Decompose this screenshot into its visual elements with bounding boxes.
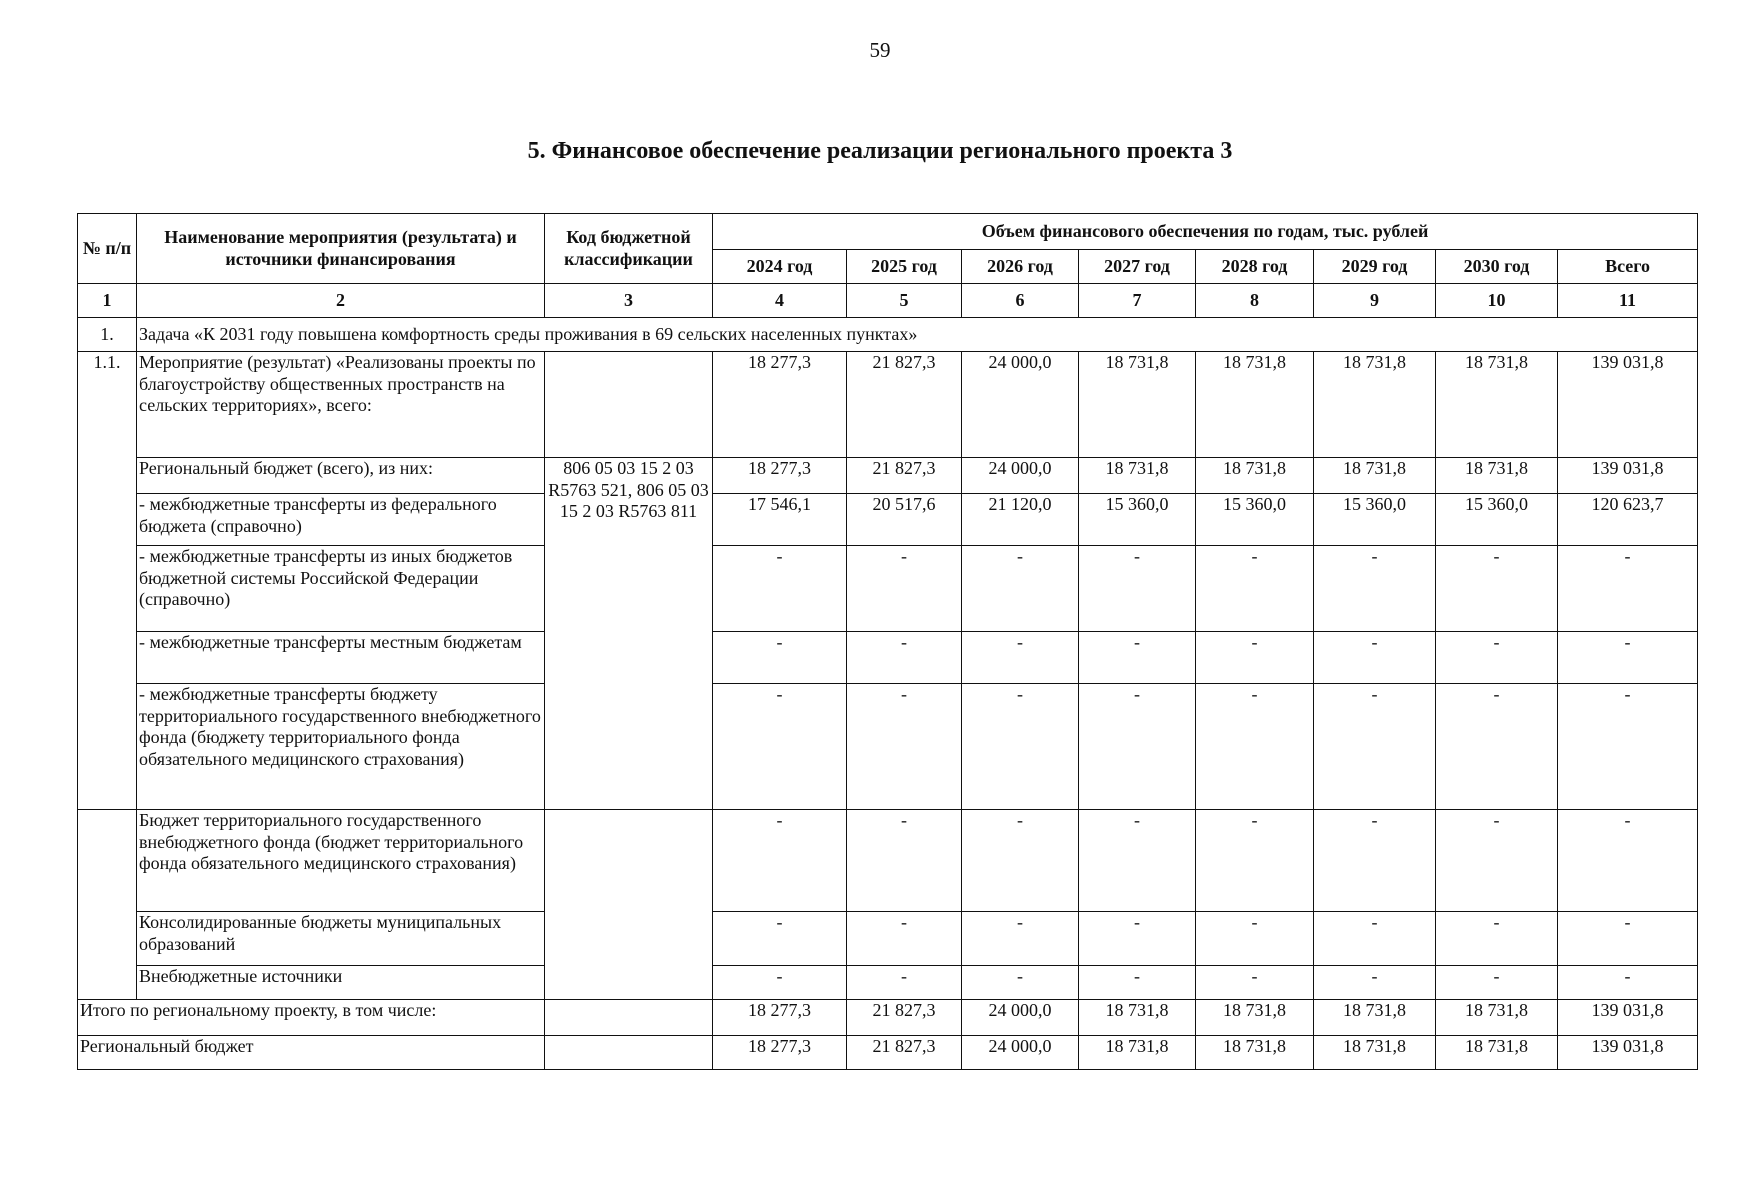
header-year: 2029 год [1314, 250, 1436, 284]
value-cell: 18 731,8 [1079, 458, 1196, 494]
value-cell: - [1436, 546, 1558, 632]
value-cell: 139 031,8 [1558, 458, 1698, 494]
row-name: Внебюджетные источники [137, 966, 545, 1000]
header-name: Наименование мероприятия (результата) и источники финансирования [137, 214, 545, 284]
value-cell: - [713, 810, 847, 912]
value-cell: - [962, 966, 1079, 1000]
value-cell: 15 360,0 [1196, 494, 1314, 546]
value-cell: 18 731,8 [1314, 1000, 1436, 1036]
value-cell: - [1314, 810, 1436, 912]
value-cell: - [962, 912, 1079, 966]
value-cell: 15 360,0 [1314, 494, 1436, 546]
value-cell: 20 517,6 [847, 494, 962, 546]
financing-table [77, 213, 1698, 1070]
code-cell-empty [545, 810, 713, 1000]
column-number: 10 [1436, 284, 1558, 318]
value-cell: 139 031,8 [1558, 1036, 1698, 1070]
code-cell-empty [545, 1036, 713, 1070]
measure-number: 1.1. [78, 352, 137, 810]
value-cell: - [1558, 966, 1698, 1000]
value-cell: 18 277,3 [713, 1000, 847, 1036]
value-cell: - [713, 546, 847, 632]
column-number: 6 [962, 284, 1079, 318]
value-cell: - [1196, 966, 1314, 1000]
value-cell: 21 827,3 [847, 1036, 962, 1070]
value-cell: 24 000,0 [962, 1036, 1079, 1070]
value-cell: 15 360,0 [1079, 494, 1196, 546]
column-number: 3 [545, 284, 713, 318]
value-cell: - [847, 632, 962, 684]
value-cell: - [1079, 684, 1196, 810]
value-cell: - [1079, 966, 1196, 1000]
row-name: Мероприятие (результат) «Реализованы проекты по благоустройству общественных пространств на сельских территориях», всего: [137, 352, 545, 458]
value-cell: - [1558, 684, 1698, 810]
value-cell: - [962, 632, 1079, 684]
value-cell: 18 731,8 [1436, 352, 1558, 458]
column-number: 4 [713, 284, 847, 318]
value-cell: - [713, 912, 847, 966]
total-name: Региональный бюджет [78, 1036, 545, 1070]
value-cell: - [1196, 684, 1314, 810]
column-number: 1 [78, 284, 137, 318]
value-cell: - [713, 684, 847, 810]
value-cell: - [1196, 912, 1314, 966]
task-number: 1. [78, 318, 137, 352]
value-cell: - [962, 546, 1079, 632]
value-cell: 139 031,8 [1558, 352, 1698, 458]
value-cell: 21 827,3 [847, 1000, 962, 1036]
total-row [78, 1000, 1698, 1036]
value-cell: - [1314, 966, 1436, 1000]
value-cell: - [1436, 632, 1558, 684]
value-cell: - [1436, 966, 1558, 1000]
value-cell: - [1196, 632, 1314, 684]
value-cell: - [962, 810, 1079, 912]
header-year: 2030 год [1436, 250, 1558, 284]
code-cell-empty [545, 1000, 713, 1036]
value-cell: 18 731,8 [1196, 1036, 1314, 1070]
value-cell: 21 120,0 [962, 494, 1079, 546]
column-number: 2 [137, 284, 545, 318]
value-cell: - [1196, 546, 1314, 632]
column-number: 9 [1314, 284, 1436, 318]
header-number: № п/п [78, 214, 137, 284]
value-cell: 18 731,8 [1314, 1036, 1436, 1070]
value-cell: 24 000,0 [962, 1000, 1079, 1036]
header-year: 2027 год [1079, 250, 1196, 284]
task-row [78, 318, 1698, 352]
value-cell: 18 731,8 [1079, 1000, 1196, 1036]
value-cell: - [713, 632, 847, 684]
value-cell: 21 827,3 [847, 352, 962, 458]
value-cell: - [847, 912, 962, 966]
value-cell: - [1558, 546, 1698, 632]
value-cell: - [847, 810, 962, 912]
column-number: 5 [847, 284, 962, 318]
value-cell: 120 623,7 [1558, 494, 1698, 546]
row-name: Консолидированные бюджеты муниципальных образований [137, 912, 545, 966]
total-row [78, 1036, 1698, 1070]
header-year: 2025 год [847, 250, 962, 284]
value-cell: 21 827,3 [847, 458, 962, 494]
value-cell: - [1436, 684, 1558, 810]
value-cell: - [1314, 546, 1436, 632]
header-year: 2026 год [962, 250, 1079, 284]
table-row [78, 546, 1698, 632]
value-cell: 18 731,8 [1079, 1036, 1196, 1070]
task-text: Задача «К 2031 году повышена комфортность среды проживания в 69 сельских населенных пунктах» [137, 318, 1698, 352]
header-volume: Объем финансового обеспечения по годам, тыс. рублей [713, 214, 1698, 250]
table-row [78, 352, 1698, 458]
row-name: - межбюджетные трансферты местным бюджетам [137, 632, 545, 684]
column-number: 7 [1079, 284, 1196, 318]
row-name: - межбюджетные трансферты из иных бюджетов бюджетной системы Российской Федерации (справочно) [137, 546, 545, 632]
value-cell: - [847, 546, 962, 632]
value-cell: - [1314, 912, 1436, 966]
row-name: - межбюджетные трансферты из федерального бюджета (справочно) [137, 494, 545, 546]
header-total: Всего [1558, 250, 1698, 284]
value-cell: - [847, 684, 962, 810]
value-cell: - [1558, 912, 1698, 966]
value-cell: 18 731,8 [1436, 1036, 1558, 1070]
column-number-row [78, 284, 1698, 318]
value-cell: - [1079, 810, 1196, 912]
table-row [78, 494, 1698, 546]
page-number: 59 [869, 38, 891, 62]
column-number: 11 [1558, 284, 1698, 318]
total-name: Итого по региональному проекту, в том числе: [78, 1000, 545, 1036]
header-year: 2024 год [713, 250, 847, 284]
code-cell-empty [545, 352, 713, 458]
table-row [78, 632, 1698, 684]
value-cell: - [1558, 810, 1698, 912]
value-cell: 15 360,0 [1436, 494, 1558, 546]
value-cell: 18 731,8 [1196, 458, 1314, 494]
row-name: Бюджет территориального государственного внебюджетного фонда (бюджет территориального фонда обязательного медицинского страхования) [137, 810, 545, 912]
value-cell: - [847, 966, 962, 1000]
value-cell: - [713, 966, 847, 1000]
value-cell: - [1558, 632, 1698, 684]
value-cell: - [1079, 546, 1196, 632]
value-cell: - [1436, 912, 1558, 966]
value-cell: 139 031,8 [1558, 1000, 1698, 1036]
row-name: - межбюджетные трансферты бюджету территориального государственного внебюджетного фонда (бюджету территориального фонда обязательного медицинского страхования) [137, 684, 545, 810]
value-cell: - [1196, 810, 1314, 912]
value-cell: 18 277,3 [713, 458, 847, 494]
value-cell: 18 731,8 [1436, 1000, 1558, 1036]
value-cell: - [962, 684, 1079, 810]
value-cell: 24 000,0 [962, 458, 1079, 494]
value-cell: - [1314, 632, 1436, 684]
value-cell: 18 277,3 [713, 1036, 847, 1070]
table-row [78, 810, 1698, 912]
value-cell: - [1436, 810, 1558, 912]
header-year: 2028 год [1196, 250, 1314, 284]
value-cell: - [1314, 684, 1436, 810]
value-cell: 18 731,8 [1436, 458, 1558, 494]
value-cell: - [1079, 632, 1196, 684]
value-cell: - [1079, 912, 1196, 966]
column-number: 8 [1196, 284, 1314, 318]
value-cell: 18 731,8 [1196, 1000, 1314, 1036]
value-cell: 18 731,8 [1079, 352, 1196, 458]
header-code: Код бюджетной классификации [545, 214, 713, 284]
value-cell: 18 731,8 [1196, 352, 1314, 458]
table-row [78, 684, 1698, 810]
row-name: Региональный бюджет (всего), из них: [137, 458, 545, 494]
table-row [78, 458, 1698, 494]
budget-code: 806 05 03 15 2 03 R5763 521, 806 05 03 15 2 03 R5763 811 [545, 458, 713, 810]
value-cell: 18 731,8 [1314, 352, 1436, 458]
document-title: 5. Финансовое обеспечение реализации регионального проекта 3 [527, 138, 1233, 164]
table-row [78, 966, 1698, 1000]
value-cell: 18 731,8 [1314, 458, 1436, 494]
value-cell: 24 000,0 [962, 352, 1079, 458]
number-cell-empty [78, 810, 137, 1000]
value-cell: 18 277,3 [713, 352, 847, 458]
value-cell: 17 546,1 [713, 494, 847, 546]
table-row [78, 912, 1698, 966]
